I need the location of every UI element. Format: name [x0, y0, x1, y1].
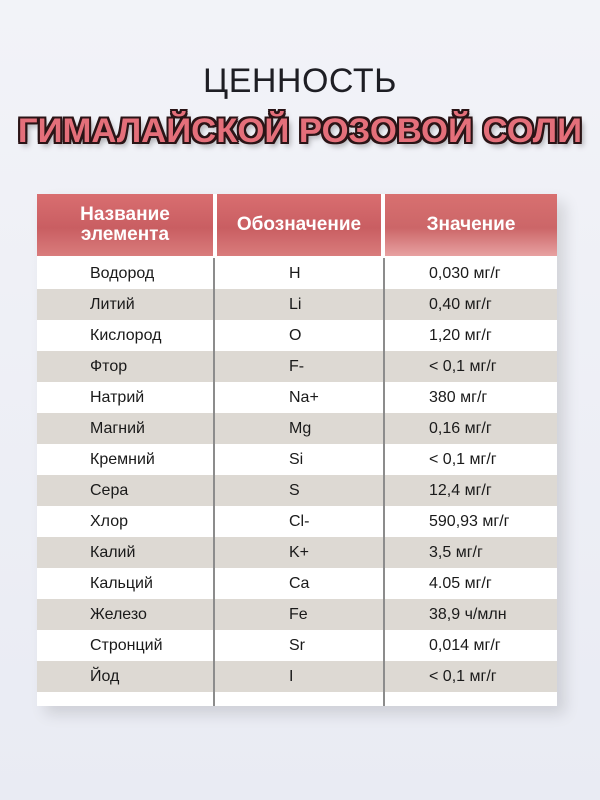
- element-value-cell: 0,014 мг/г: [429, 636, 501, 654]
- element-name-cell: Магний: [90, 419, 145, 437]
- table-row: [37, 630, 557, 661]
- table-row: [37, 444, 557, 475]
- table-row: [37, 413, 557, 444]
- header-symbol: Обозначение: [217, 194, 381, 256]
- elements-table: [37, 194, 557, 706]
- table-row: [37, 382, 557, 413]
- table-row: [37, 568, 557, 599]
- element-symbol-cell: Cl-: [289, 512, 310, 530]
- element-name-cell: Натрий: [90, 388, 145, 406]
- element-value-cell: 12,4 мг/г: [429, 481, 492, 499]
- page-subtitle: ГИМАЛАЙСКОЙ РОЗОВОЙ СОЛИ: [17, 112, 583, 150]
- element-name-cell: Стронций: [90, 636, 163, 654]
- table-row: [37, 320, 557, 351]
- table-row: [37, 599, 557, 630]
- element-value-cell: < 0,1 мг/г: [429, 357, 497, 375]
- element-symbol-cell: H: [289, 264, 301, 282]
- table-row: [37, 258, 557, 289]
- element-name-cell: Кислород: [90, 326, 162, 344]
- element-name-cell: Железо: [90, 605, 147, 623]
- element-symbol-cell: Sr: [289, 636, 305, 654]
- element-name-cell: Литий: [90, 295, 135, 313]
- element-value-cell: 1,20 мг/г: [429, 326, 492, 344]
- element-name-cell: Кремний: [90, 450, 155, 468]
- header-value: Значение: [385, 194, 557, 256]
- element-symbol-cell: O: [289, 326, 302, 344]
- element-symbol-cell: Li: [289, 295, 302, 313]
- page-title: ЦЕННОСТЬ: [203, 62, 397, 100]
- element-value-cell: < 0,1 мг/г: [429, 450, 497, 468]
- element-value-cell: 3,5 мг/г: [429, 543, 483, 561]
- element-value-cell: 0,030 мг/г: [429, 264, 501, 282]
- element-value-cell: < 0,1 мг/г: [429, 667, 497, 685]
- table-row: [37, 537, 557, 568]
- element-symbol-cell: Na+: [289, 388, 319, 406]
- element-symbol-cell: K+: [289, 543, 310, 561]
- element-value-cell: 0,40 мг/г: [429, 295, 492, 313]
- element-value-cell: 38,9 ч/млн: [429, 605, 507, 623]
- element-symbol-cell: F-: [289, 357, 305, 375]
- table-row: [37, 661, 557, 692]
- table-row: [37, 289, 557, 320]
- element-name-cell: Кальций: [90, 574, 153, 592]
- table-body: [37, 258, 557, 692]
- table-row: [37, 351, 557, 382]
- element-name-cell: Сера: [90, 481, 129, 499]
- element-value-cell: 380 мг/г: [429, 388, 488, 406]
- element-name-cell: Йод: [90, 667, 120, 685]
- element-value-cell: 4.05 мг/г: [429, 574, 492, 592]
- element-symbol-cell: Mg: [289, 419, 312, 437]
- header-element-name: Название элемента: [37, 194, 213, 256]
- element-name-cell: Фтор: [90, 357, 128, 375]
- column-divider: [383, 258, 385, 706]
- column-divider: [213, 258, 215, 706]
- table-row: [37, 475, 557, 506]
- element-symbol-cell: Fe: [289, 605, 308, 623]
- element-symbol-cell: S: [289, 481, 300, 499]
- element-name-cell: Водород: [90, 264, 155, 282]
- element-symbol-cell: Si: [289, 450, 304, 468]
- element-value-cell: 590,93 мг/г: [429, 512, 510, 530]
- element-symbol-cell: I: [289, 667, 294, 685]
- table-row: [37, 506, 557, 537]
- element-symbol-cell: Ca: [289, 574, 310, 592]
- element-name-cell: Калий: [90, 543, 136, 561]
- element-value-cell: 0,16 мг/г: [429, 419, 492, 437]
- element-name-cell: Хлор: [90, 512, 128, 530]
